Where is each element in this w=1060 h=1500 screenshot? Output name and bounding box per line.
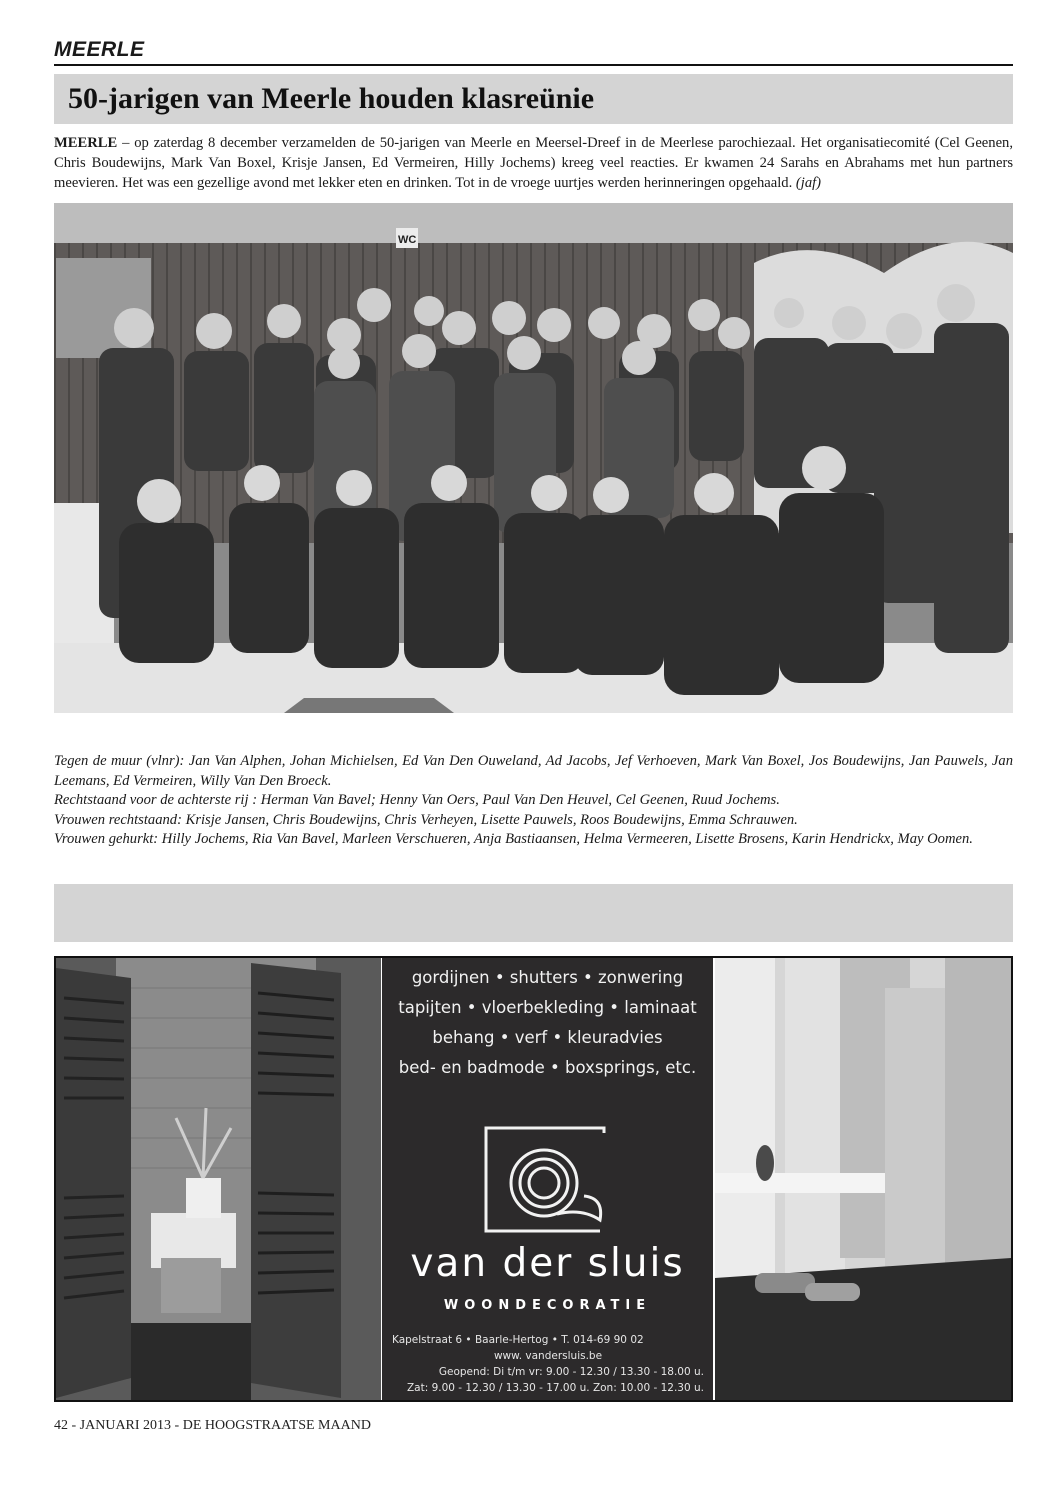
service-item: tapijten • vloerbekleding • laminaat: [398, 998, 697, 1017]
group-photo-illustration: [54, 203, 1013, 713]
shop-address: Kapelstraat 6 • Baarle-Hertog • T. 014-69 90 02: [392, 1334, 644, 1346]
contact-block: [392, 1332, 704, 1396]
ad-shutters-image: [56, 958, 381, 1400]
service-item: bed- en badmode • boxsprings, etc.: [398, 1058, 697, 1077]
photo-caption: [54, 752, 1013, 850]
ad-center-panel: [382, 958, 713, 1400]
article-lead: MEERLE: [54, 135, 118, 151]
article-credit: (jaf): [795, 175, 822, 191]
article-intro: [54, 133, 1013, 193]
service-item: gordijnen • shutters • zonwering: [411, 968, 684, 987]
caption-line: Rechtstaand voor de achterste rij : Herman Van Bavel; Henny Van Oers, Paul Van Den Heuvel, Cel Geenen, Ruud Jochems.: [54, 792, 780, 808]
brand-name: van der sluis: [410, 1241, 685, 1286]
grey-band: [54, 884, 1013, 942]
opening-hours-weekdays: Geopend: Di t/m vr: 9.00 - 12.30 / 13.30 - 18.00 u.: [438, 1366, 704, 1378]
section-label: MEERLE: [54, 38, 145, 61]
group-photo: [54, 203, 1013, 713]
caption-line: Tegen de muur (vlnr): Jan Van Alphen, Johan Michielsen, Ed Van Den Ouweland, Ad Jacobs, Jef Verhoeven, Mark Van Boxel, Jos Boudewijns, Jan Pauwels, Jan Leemans, Ed Vermeiren, Willy Van Den Broeck.: [54, 753, 1013, 789]
shop-website[interactable]: www. vandersluis.be: [493, 1350, 603, 1362]
advertisement[interactable]: [54, 956, 1013, 1402]
service-item: behang • verf • kleuradvies: [432, 1028, 663, 1047]
ad-interior-image: [715, 958, 1011, 1400]
wc-sign: WC: [398, 234, 417, 246]
brand-subtitle: WOONDECORATIE: [443, 1298, 652, 1313]
article-body: – op zaterdag 8 december verzamelden de 50-jarigen van Meerle en Meersel-Dreef in de Meerlese parochiezaal. Het organisatiecomité (Cel Geenen, Chris Boudewijns, Mark Van Boxel, Krisje Jansen, Ed Vermeiren, Hilly Jochems) kreeg veel reacties. Er kwamen 24 Sarahs en Abrahams met hun partners meevieren. Het was een gezellige avond met lekker eten en drinken. Tot in de vroege uurtjes werden herinneringen opgehaald.: [54, 135, 1013, 191]
article-headline: 50-jarigen van Meerle houden klasreünie: [68, 82, 595, 115]
headline-box: [54, 74, 1013, 124]
caption-line: Vrouwen gehurkt: Hilly Jochems, Ria Van Bavel, Marleen Verschueren, Anja Bastiaansen, Helma Vermeeren, Lisette Brosens, Karin Hendrickx, May Oomen.: [54, 831, 973, 847]
opening-hours-weekend: Zat: 9.00 - 12.30 / 13.30 - 17.00 u. Zon: 10.00 - 12.30 u.: [406, 1382, 704, 1394]
section-rule: [54, 64, 1013, 66]
page-footer: 42 - JANUARI 2013 - DE HOOGSTRAATSE MAAND: [54, 1418, 371, 1433]
caption-line: Vrouwen rechtstaand: Krisje Jansen, Chris Boudewijns, Chris Verheyen, Lisette Pauwels, Roos Boudewijns, Emma Schrauwen.: [54, 811, 798, 828]
